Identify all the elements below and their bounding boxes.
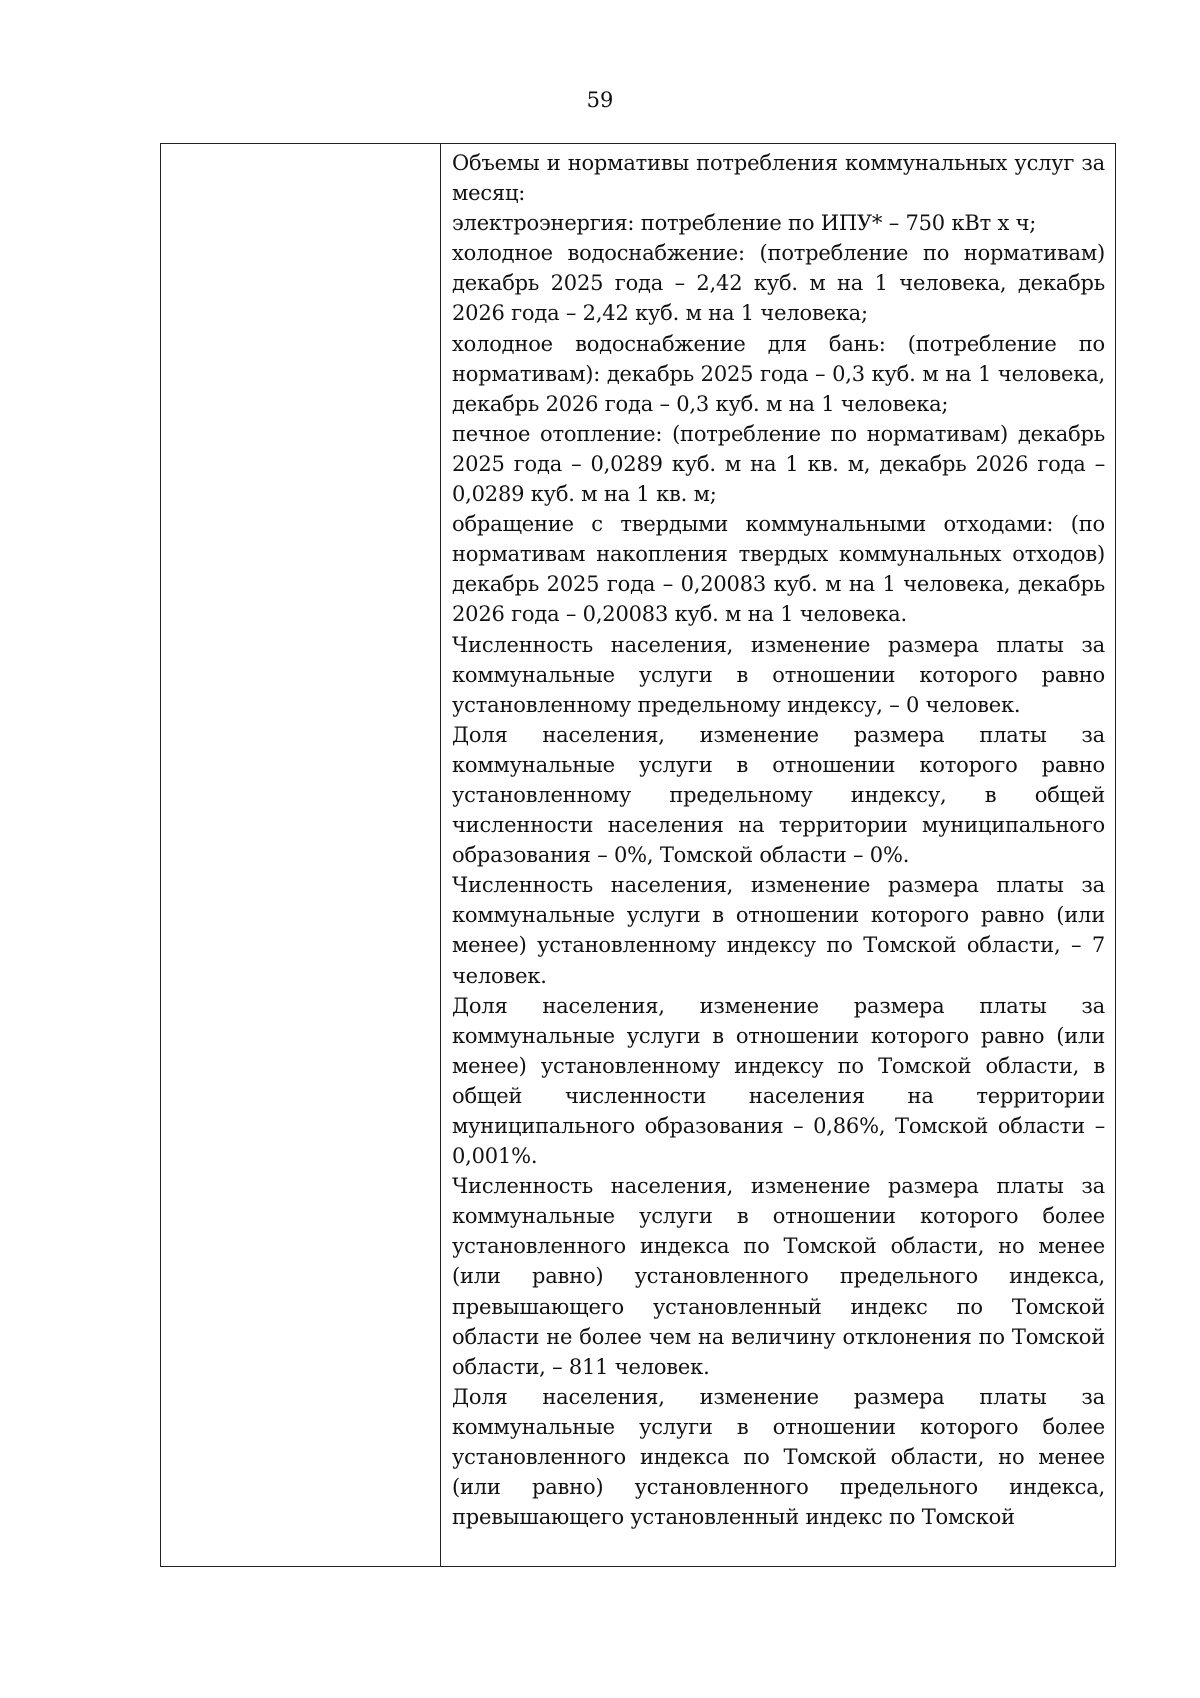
document-table (160, 143, 1116, 1567)
electricity-paragraph: электроэнергия: потребление по ИПУ* – 750 кВт х ч; (452, 211, 1037, 236)
population-equal-limit-paragraph: Численность населения, изменение размера платы за коммунальные услуги в отношении которого равно установленному предельному индексу, – 0 человек. (452, 632, 1105, 717)
share-equal-limit-paragraph: Доля населения, изменение размера платы за коммунальные услуги в отношении которого равно установленному предельному индексу, в общей численности населения на территории муниципального образования – 0%, Томской области – 0%. (452, 722, 1105, 868)
population-equal-or-less-index-paragraph: Численность населения, изменение размера платы за коммунальные услуги в отношении которого равно (или менее) установленному индексу по Томской области, – 7 человек. (452, 873, 1105, 988)
table-right-cell (441, 144, 1115, 1566)
cold-water-paragraph: холодное водоснабжение: (потребление по нормативам) декабрь 2025 года – 2,42 куб. м на 1 человека, декабрь 2026 года – 2,42 куб. м на 1 человека; (452, 241, 1105, 326)
share-equal-or-less-index-paragraph: Доля населения, изменение размера платы за коммунальные услуги в отношении которого равно (или менее) установленному индексу по Томской области, в общей численности населения на территории муниципального образования – 0,86%, Томской области – 0,001%. (452, 993, 1105, 1169)
share-above-index-paragraph: Доля населения, изменение размера платы за коммунальные услуги в отношении которого более установленного индекса по Томской области, но менее (или равно) установленного предельного индекса, превышающего установленный индекс по Томской (452, 1384, 1105, 1530)
population-above-index-paragraph: Численность населения, изменение размера платы за коммунальные услуги в отношении которого более установленного индекса по Томской области, но менее (или равно) установленного предельного индекса, превышающего установленный индекс по Томской области не более чем на величину отклонения по Томской области, – 811 человек. (452, 1174, 1105, 1379)
consumption-volumes-heading: Объемы и нормативы потребления коммунальных услуг за месяц: (452, 151, 1105, 206)
solid-waste-paragraph: обращение с твердыми коммунальными отходами: (по нормативам накопления твердых коммунальных отходов) декабрь 2025 года – 0,20083 куб. м на 1 человека, декабрь 2026 года – 0,20083 куб. м на 1 человека. (452, 512, 1105, 627)
cold-water-baths-paragraph: холодное водоснабжение для бань: (потребление по нормативам): декабрь 2025 года – 0,3 куб. м на 1 человека, декабрь 2026 года – 0,3 куб. м на 1 человека; (452, 331, 1105, 416)
stove-heating-paragraph: печное отопление: (потребление по нормативам) декабрь 2025 года – 0,0289 куб. м на 1 кв. м, декабрь 2026 года – 0,0289 куб. м на 1 кв. м; (452, 421, 1105, 507)
table-left-cell (161, 144, 441, 1566)
page-number: 59 (586, 88, 614, 112)
